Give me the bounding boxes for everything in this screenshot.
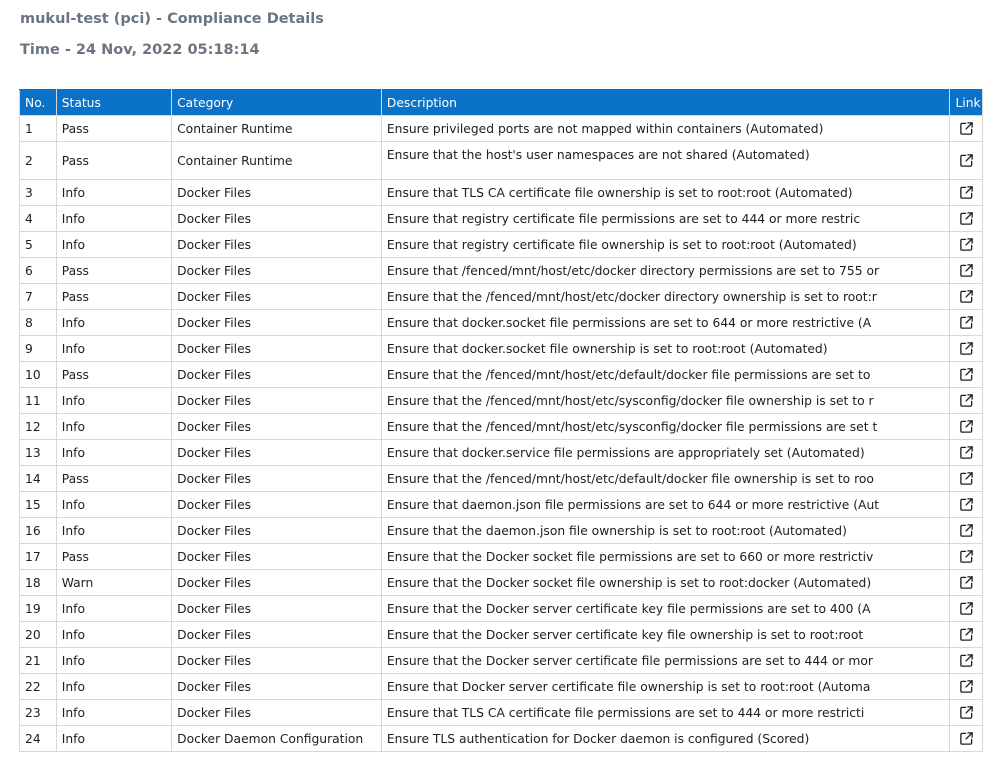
- external-link-icon[interactable]: [959, 705, 974, 720]
- cell-status: Info: [56, 674, 171, 700]
- external-link-icon[interactable]: [959, 315, 974, 330]
- cell-no: 11: [20, 388, 57, 414]
- cell-category: Docker Files: [172, 310, 382, 336]
- external-link-icon[interactable]: [959, 679, 974, 694]
- cell-category: Docker Files: [172, 492, 382, 518]
- cell-link: [950, 310, 983, 336]
- external-link-icon[interactable]: [959, 497, 974, 512]
- cell-no: 6: [20, 258, 57, 284]
- external-link-icon[interactable]: [959, 445, 974, 460]
- table-row: [20, 674, 983, 700]
- external-link-icon[interactable]: [959, 367, 974, 382]
- cell-status: Info: [56, 336, 171, 362]
- cell-no: 8: [20, 310, 57, 336]
- table-row: [20, 258, 983, 284]
- cell-link: [950, 284, 983, 310]
- cell-no: 3: [20, 180, 57, 206]
- cell-no: 13: [20, 440, 57, 466]
- table-row: [20, 206, 983, 232]
- cell-category: Docker Files: [172, 466, 382, 492]
- cell-no: 7: [20, 284, 57, 310]
- external-link-icon[interactable]: [959, 341, 974, 356]
- table-row: [20, 180, 983, 206]
- column-header-category: Category: [172, 90, 382, 116]
- cell-description: Ensure privileged ports are not mapped within containers (Automated): [381, 116, 950, 142]
- cell-category: Docker Files: [172, 206, 382, 232]
- table-row: [20, 518, 983, 544]
- cell-link: [950, 180, 983, 206]
- table-row: [20, 726, 983, 752]
- cell-status: Pass: [56, 142, 171, 180]
- table-body: [20, 116, 983, 752]
- table-row: [20, 648, 983, 674]
- cell-status: Pass: [56, 116, 171, 142]
- cell-description: Ensure that the Docker server certificate key file permissions are set to 400 (A: [381, 596, 950, 622]
- cell-link: [950, 492, 983, 518]
- external-link-icon[interactable]: [959, 211, 974, 226]
- cell-no: 14: [20, 466, 57, 492]
- cell-description: Ensure that /fenced/mnt/host/etc/docker directory permissions are set to 755 or: [381, 258, 950, 284]
- cell-description: Ensure that docker.socket file ownership is set to root:root (Automated): [381, 336, 950, 362]
- cell-category: Docker Files: [172, 700, 382, 726]
- cell-category: Docker Files: [172, 284, 382, 310]
- cell-status: Pass: [56, 362, 171, 388]
- cell-no: 19: [20, 596, 57, 622]
- cell-description: Ensure that the /fenced/mnt/host/etc/default/docker file ownership is set to roo: [381, 466, 950, 492]
- cell-category: Container Runtime: [172, 116, 382, 142]
- column-header-link: Link: [950, 90, 983, 116]
- cell-description: Ensure that the /fenced/mnt/host/etc/docker directory ownership is set to root:r: [381, 284, 950, 310]
- cell-link: [950, 414, 983, 440]
- cell-no: 23: [20, 700, 57, 726]
- table-row: [20, 622, 983, 648]
- cell-status: Info: [56, 726, 171, 752]
- table-row: [20, 700, 983, 726]
- cell-category: Docker Files: [172, 388, 382, 414]
- external-link-icon[interactable]: [959, 731, 974, 746]
- cell-no: 15: [20, 492, 57, 518]
- cell-category: Docker Files: [172, 258, 382, 284]
- cell-link: [950, 232, 983, 258]
- external-link-icon[interactable]: [959, 601, 974, 616]
- cell-category: Docker Files: [172, 648, 382, 674]
- table-row: [20, 284, 983, 310]
- table-row: [20, 570, 983, 596]
- cell-no: 17: [20, 544, 57, 570]
- cell-no: 16: [20, 518, 57, 544]
- cell-no: 4: [20, 206, 57, 232]
- cell-status: Info: [56, 440, 171, 466]
- table-header-row: [20, 90, 983, 116]
- cell-no: 18: [20, 570, 57, 596]
- table-row: [20, 596, 983, 622]
- cell-description: Ensure that the Docker server certificate file permissions are set to 444 or mor: [381, 648, 950, 674]
- cell-description: Ensure that the host's user namespaces are not shared (Automated): [381, 142, 950, 180]
- external-link-icon[interactable]: [959, 575, 974, 590]
- table-row: [20, 440, 983, 466]
- cell-description: Ensure that registry certificate file permissions are set to 444 or more restric: [381, 206, 950, 232]
- cell-category: Docker Files: [172, 362, 382, 388]
- cell-category: Container Runtime: [172, 142, 382, 180]
- table-row: [20, 492, 983, 518]
- cell-link: [950, 116, 983, 142]
- cell-status: Info: [56, 492, 171, 518]
- cell-description: Ensure that Docker server certificate file ownership is set to root:root (Automa: [381, 674, 950, 700]
- table-row: [20, 310, 983, 336]
- cell-description: Ensure that the /fenced/mnt/host/etc/default/docker file permissions are set to: [381, 362, 950, 388]
- cell-description: Ensure that TLS CA certificate file permissions are set to 444 or more restricti: [381, 700, 950, 726]
- cell-no: 2: [20, 142, 57, 180]
- cell-no: 1: [20, 116, 57, 142]
- cell-status: Info: [56, 310, 171, 336]
- cell-category: Docker Files: [172, 440, 382, 466]
- cell-link: [950, 440, 983, 466]
- cell-no: 9: [20, 336, 57, 362]
- cell-description: Ensure TLS authentication for Docker daemon is configured (Scored): [381, 726, 950, 752]
- report-timestamp: Time - 24 Nov, 2022 05:18:14: [20, 42, 260, 58]
- external-link-icon[interactable]: [959, 549, 974, 564]
- compliance-table: [19, 89, 983, 752]
- table-row: [20, 142, 983, 180]
- external-link-icon[interactable]: [959, 153, 974, 168]
- cell-status: Pass: [56, 466, 171, 492]
- external-link-icon[interactable]: [959, 121, 974, 136]
- cell-category: Docker Files: [172, 232, 382, 258]
- cell-link: [950, 648, 983, 674]
- cell-description: Ensure that registry certificate file ownership is set to root:root (Automated): [381, 232, 950, 258]
- cell-description: Ensure that the Docker socket file ownership is set to root:docker (Automated): [381, 570, 950, 596]
- cell-link: [950, 518, 983, 544]
- external-link-icon[interactable]: [959, 523, 974, 538]
- cell-link: [950, 596, 983, 622]
- cell-description: Ensure that docker.service file permissions are appropriately set (Automated): [381, 440, 950, 466]
- cell-status: Info: [56, 180, 171, 206]
- cell-link: [950, 544, 983, 570]
- cell-link: [950, 362, 983, 388]
- cell-status: Info: [56, 518, 171, 544]
- column-header-description: Description: [381, 90, 950, 116]
- cell-link: [950, 700, 983, 726]
- cell-status: Warn: [56, 570, 171, 596]
- cell-category: Docker Files: [172, 180, 382, 206]
- cell-link: [950, 206, 983, 232]
- cell-category: Docker Files: [172, 518, 382, 544]
- external-link-icon[interactable]: [959, 471, 974, 486]
- table-row: [20, 336, 983, 362]
- cell-status: Info: [56, 414, 171, 440]
- external-link-icon[interactable]: [959, 237, 974, 252]
- external-link-icon[interactable]: [959, 627, 974, 642]
- page-title: mukul-test (pci) - Compliance Details: [20, 11, 324, 27]
- table-row: [20, 232, 983, 258]
- column-header-no: No.: [20, 90, 57, 116]
- cell-link: [950, 570, 983, 596]
- table-row: [20, 544, 983, 570]
- cell-link: [950, 622, 983, 648]
- cell-status: Info: [56, 388, 171, 414]
- cell-link: [950, 726, 983, 752]
- cell-link: [950, 674, 983, 700]
- cell-description: Ensure that the /fenced/mnt/host/etc/sysconfig/docker file permissions are set t: [381, 414, 950, 440]
- cell-status: Info: [56, 206, 171, 232]
- cell-status: Pass: [56, 544, 171, 570]
- cell-description: Ensure that the daemon.json file ownership is set to root:root (Automated): [381, 518, 950, 544]
- external-link-icon[interactable]: [959, 393, 974, 408]
- external-link-icon[interactable]: [959, 289, 974, 304]
- column-header-status: Status: [56, 90, 171, 116]
- cell-description: Ensure that the /fenced/mnt/host/etc/sysconfig/docker file ownership is set to r: [381, 388, 950, 414]
- cell-status: Info: [56, 648, 171, 674]
- cell-status: Info: [56, 700, 171, 726]
- external-link-icon[interactable]: [959, 185, 974, 200]
- table-row: [20, 362, 983, 388]
- cell-category: Docker Daemon Configuration: [172, 726, 382, 752]
- table-row: [20, 116, 983, 142]
- cell-category: Docker Files: [172, 674, 382, 700]
- external-link-icon[interactable]: [959, 419, 974, 434]
- table-row: [20, 466, 983, 492]
- cell-status: Info: [56, 596, 171, 622]
- cell-description: Ensure that docker.socket file permissions are set to 644 or more restrictive (A: [381, 310, 950, 336]
- cell-category: Docker Files: [172, 414, 382, 440]
- cell-category: Docker Files: [172, 622, 382, 648]
- cell-category: Docker Files: [172, 336, 382, 362]
- cell-link: [950, 466, 983, 492]
- cell-category: Docker Files: [172, 570, 382, 596]
- cell-status: Info: [56, 232, 171, 258]
- table-row: [20, 388, 983, 414]
- external-link-icon[interactable]: [959, 263, 974, 278]
- cell-link: [950, 258, 983, 284]
- cell-description: Ensure that daemon.json file permissions are set to 644 or more restrictive (Aut: [381, 492, 950, 518]
- cell-description: Ensure that the Docker socket file permissions are set to 660 or more restrictiv: [381, 544, 950, 570]
- cell-category: Docker Files: [172, 544, 382, 570]
- cell-status: Pass: [56, 284, 171, 310]
- cell-link: [950, 142, 983, 180]
- external-link-icon[interactable]: [959, 653, 974, 668]
- cell-no: 10: [20, 362, 57, 388]
- cell-no: 21: [20, 648, 57, 674]
- cell-no: 22: [20, 674, 57, 700]
- cell-link: [950, 336, 983, 362]
- cell-status: Pass: [56, 258, 171, 284]
- cell-status: Info: [56, 622, 171, 648]
- cell-no: 20: [20, 622, 57, 648]
- cell-no: 5: [20, 232, 57, 258]
- cell-link: [950, 388, 983, 414]
- cell-no: 12: [20, 414, 57, 440]
- cell-description: Ensure that TLS CA certificate file ownership is set to root:root (Automated): [381, 180, 950, 206]
- table-row: [20, 414, 983, 440]
- cell-no: 24: [20, 726, 57, 752]
- cell-description: Ensure that the Docker server certificate key file ownership is set to root:root: [381, 622, 950, 648]
- cell-category: Docker Files: [172, 596, 382, 622]
